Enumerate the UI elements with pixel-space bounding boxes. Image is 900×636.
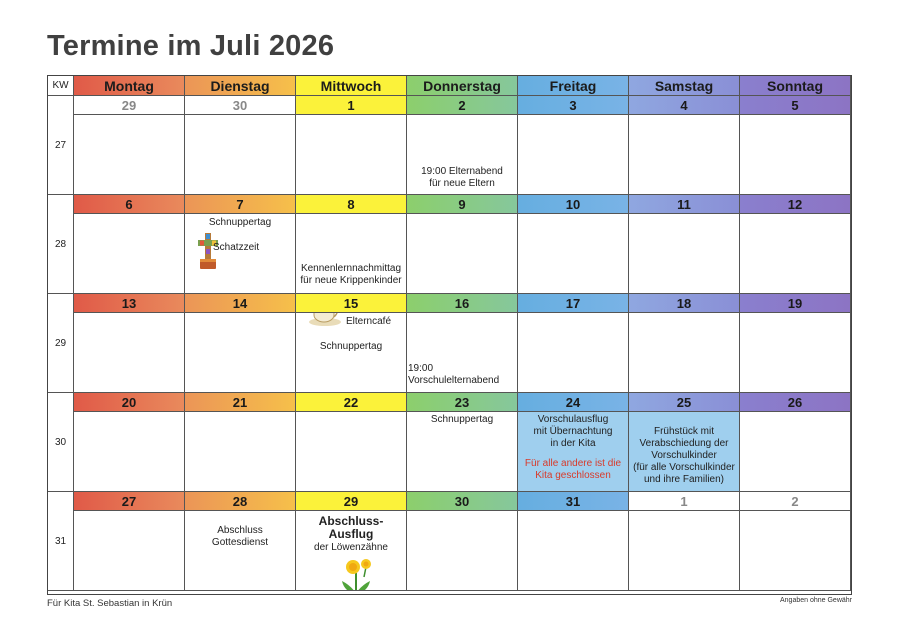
event-text: in der Kita [550,438,596,449]
date-number: 22 [296,393,407,412]
day-cell [407,313,518,393]
calendar-week-number: 27 [48,96,74,195]
event-text: (für alle Vorschulkinder [633,462,735,473]
day-cell [407,214,518,294]
event-text: Gottesdienst [211,537,269,548]
day-cell [185,214,296,294]
event-title: Abschluss- [318,514,384,528]
date-number: 17 [518,294,629,313]
day-cell [518,511,629,591]
day-cell [74,214,185,294]
calendar-week-number: 30 [48,393,74,492]
event-text: Frühstück mit [653,426,714,437]
event-note-closed: Für alle andere ist die [524,458,622,469]
date-number: 11 [629,195,740,214]
day-cell [629,214,740,294]
day-cell [629,313,740,393]
event-text: Vorschulausflug [537,414,609,425]
day-cell [296,412,407,492]
date-number: 1 [296,96,407,115]
date-number: 4 [629,96,740,115]
day-cell [518,115,629,195]
event-text: für neue Eltern [429,178,495,189]
day-cell [296,313,407,393]
day-cell [518,313,629,393]
day-cell [740,214,851,294]
date-number: 29 [74,96,185,115]
date-number: 23 [407,393,518,412]
date-number: 16 [407,294,518,313]
date-number: 19 [740,294,851,313]
calendar-week-number: 31 [48,492,74,591]
date-number: 3 [518,96,629,115]
day-cell [296,115,407,195]
date-number: 1 [629,492,740,511]
date-number: 30 [185,96,296,115]
event-text: mit Übernachtung [533,426,613,437]
day-cell [629,511,740,591]
event-text: Schnuppertag [319,341,383,352]
day-cell [629,412,740,492]
day-cell [74,412,185,492]
event-title: Ausflug [328,527,374,541]
event-text: 19:00 Elternabend [421,166,503,177]
date-number: 2 [407,96,518,115]
page-title: Termine im Juli 2026 [47,30,335,62]
date-number: 15 [296,294,407,313]
event-text: Schatzzeit [213,242,260,253]
date-number: 31 [518,492,629,511]
day-cell [74,511,185,591]
day-cell [296,214,407,294]
day-cell [407,412,518,492]
date-number: 9 [407,195,518,214]
coffee-cup-icon [308,313,342,330]
day-cell [740,313,851,393]
weekday-header-dienstag: Dienstag [185,76,296,96]
weekday-header-sonntag: Sonntag [740,76,851,96]
day-cell [740,511,851,591]
date-number: 6 [74,195,185,214]
calendar-grid [47,75,852,595]
event-text: Kennenlernnachmittag [300,263,402,274]
event-text: der Löwenzähne [314,542,388,553]
date-number: 30 [407,492,518,511]
day-cell [629,115,740,195]
day-cell [407,511,518,591]
calendar-week-number: 29 [48,294,74,393]
date-number: 18 [629,294,740,313]
day-cell [740,412,851,492]
date-number: 29 [296,492,407,511]
date-number: 10 [518,195,629,214]
event-text: Elterncafé [346,316,392,327]
dandelion-icon [336,555,376,591]
weekday-header-freitag: Freitag [518,76,629,96]
date-number: 7 [185,195,296,214]
date-number: 21 [185,393,296,412]
day-cell [185,511,296,591]
event-text: für neue Krippenkinder [300,275,402,286]
kw-header: KW [48,76,74,96]
event-text: 19:00 [408,363,434,374]
day-cell [185,412,296,492]
weekday-header-montag: Montag [74,76,185,96]
date-number: 26 [740,393,851,412]
event-text: Schnuppertag [430,414,494,425]
day-cell [296,511,407,591]
date-number: 5 [740,96,851,115]
event-text: und ihre Familien) [643,474,725,485]
weekday-header-donnerstag: Donnerstag [407,76,518,96]
event-text: Vorschulkinder [651,450,717,461]
weekday-header-samstag: Samstag [629,76,740,96]
event-text: Verabschiedung der [639,438,729,449]
day-cell [74,313,185,393]
date-number: 13 [74,294,185,313]
event-text: Abschluss [217,525,263,536]
date-number: 25 [629,393,740,412]
footer-organization: Für Kita St. Sebastian in Krün [47,598,173,609]
event-note-closed: Kita geschlossen [535,470,611,481]
day-cell [518,214,629,294]
date-number: 20 [74,393,185,412]
date-number: 28 [185,492,296,511]
date-number: 14 [185,294,296,313]
day-cell [740,115,851,195]
day-cell [407,115,518,195]
date-number: 8 [296,195,407,214]
date-number: 27 [74,492,185,511]
day-cell [74,115,185,195]
calendar-week-number: 28 [48,195,74,294]
event-text: Schnuppertag [208,217,272,228]
day-cell [518,412,629,492]
day-cell [185,115,296,195]
weekday-header-mittwoch: Mittwoch [296,76,407,96]
day-cell [185,313,296,393]
event-text: Vorschulelternabend [408,375,500,386]
date-number: 12 [740,195,851,214]
footer-disclaimer: Angaben ohne Gewähr [780,597,852,604]
date-number: 24 [518,393,629,412]
date-number: 2 [740,492,851,511]
